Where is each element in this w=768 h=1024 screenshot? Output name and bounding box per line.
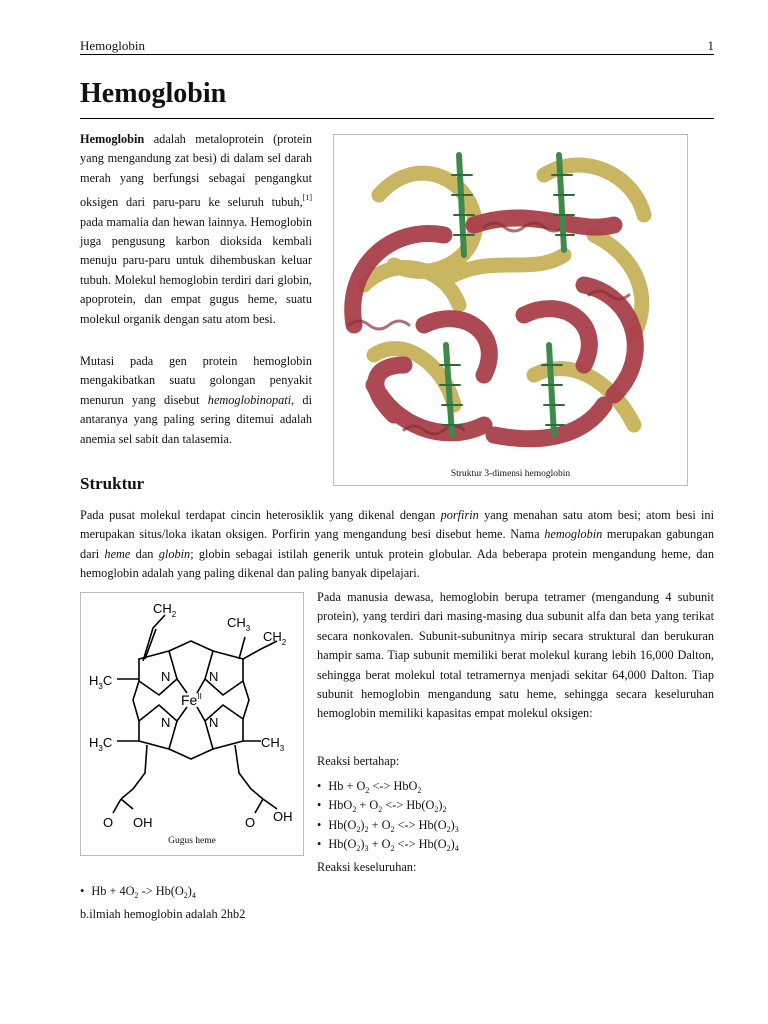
label-methyl-left: $H_3C$	[89, 673, 113, 691]
reaction-step-2: • $HbO_2 + O_2$ <-> $Hb(O_2)_2$	[317, 796, 459, 815]
struktur-term-porfirin: porfirin	[440, 508, 479, 522]
heme-structure-diagram	[81, 593, 303, 831]
intro-text-a: adalah metaloprotein (protein yang mengandung zat besi) di dalam sel darah merah yang berfungsi sebagai pengangkut oksigen dari paru-paru ke seluruh tubuh,	[80, 132, 312, 210]
label-n-2: N	[209, 669, 219, 684]
label-oxygen-left: O	[103, 815, 114, 830]
label-hydroxyl-right: OH	[273, 809, 293, 824]
title-divider	[80, 118, 714, 119]
heme-caption: Gugus heme	[168, 836, 216, 846]
footer-line: b.ilmiah hemoglobin adalah 2hb2	[80, 907, 246, 921]
page-title: Hemoglobin	[80, 78, 227, 109]
intro-paragraph	[80, 130, 312, 329]
heme-figure	[80, 592, 304, 856]
struktur-term-hemoglobin: hemoglobin	[544, 527, 603, 542]
label-n-3: N	[161, 715, 171, 730]
intro-bold-term: Hemoglobin	[80, 132, 145, 146]
label-oxygen-right: O	[245, 815, 256, 830]
running-title: Hemoglobin	[80, 38, 145, 53]
reaction-overall: • $Hb + 4O_2 -> Hb(O_2)_4$	[80, 882, 196, 901]
hemoglobin-3d-image	[334, 135, 687, 455]
reaction-step-4: • $Hb(O_2)_3 + O_2$ <-> $Hb(O_2)_4$	[317, 835, 459, 854]
struktur-text-5: ; globin sebagai istilah generik untuk protein globular. Ada beberapa protein mengandung heme, dan hemoglobin adalah yang paling dikenal dan paling banyak dipelajari.	[80, 546, 714, 581]
struktur-text-1: Pada pusat molekul terdapat cincin heterosiklik yang dikenal dengan	[80, 508, 441, 522]
citation-link[interactable]: [1]	[302, 193, 312, 203]
struktur-text-4: dan	[130, 546, 159, 561]
reaction-step-3: • $Hb(O_2)_2 + O_2$ <-> $Hb(O_2)_3$	[317, 816, 459, 835]
label-methyl-right-lower: $CH_3$	[261, 735, 285, 753]
label-methyl-top: $CH_3$	[227, 615, 251, 633]
adult-hemoglobin-paragraph: Pada manusia dewasa, hemoglobin berupa tetramer (mengandung 4 subunit protein), yang terdiri dari masing-masing dua subunit alfa dan beta yang terikat secara nonkovalen. Subunit-subunitnya mirip secara struktural dan berukuran hampir sama. Tiap subunit memiliki berat molekul kurang lebih 16,000 Dalton, sehingga berat molekul total tetramernya menjadi sekitar 64,000 Dalton. Tiap subunit hemoglobin mengandung satu heme, sehingga secara keseluruhan hemoglobin memiliki kapasitas empat molekul oksigen:	[317, 590, 714, 721]
intro-text-b: pada mamalia dan hewan lainnya. Hemoglobin juga pengusung karbon dioksida kembali menuju paru-paru untuk dihembuskan keluar tubuh. Molekul hemoglobin terdiri dari globin, apoprotein, dan empat gugus heme, suatu molekul organik dengan satu atom besi.	[80, 214, 312, 326]
overall-reaction-list	[80, 882, 196, 901]
mutation-term: hemoglobinopati	[207, 392, 292, 407]
label-vinyl-top: $CH_2$	[153, 601, 177, 619]
hemoglobin-3d-figure	[333, 134, 688, 486]
label-iron: $Fe^{II}$	[181, 692, 202, 708]
struktur-term-heme: heme	[104, 546, 131, 561]
page-number: 1	[707, 38, 714, 53]
mutation-text-a: Mutasi pada gen protein hemoglobin mengakibatkan suatu golongan penyakit menurun yang disebut	[80, 354, 312, 407]
mutation-paragraph	[80, 352, 312, 449]
struktur-text-3: merupakan gabungan dari	[80, 527, 714, 561]
struktur-text-2: yang menahan satu atom besi; atom besi ini merupakan situs/loka ikatan oksigen. Porfirin yang mengandung besi disebut heme. Nama	[80, 508, 714, 542]
stepwise-label: Reaksi bertahap:	[317, 754, 400, 768]
label-n-4: N	[209, 715, 219, 730]
section-heading-struktur: Struktur	[80, 474, 145, 493]
struktur-paragraph	[80, 506, 714, 584]
label-n-1: N	[161, 669, 171, 684]
label-vinyl-right: $CH_2$	[263, 629, 287, 647]
running-header	[80, 38, 714, 55]
overall-label: Reaksi keseluruhan:	[317, 860, 417, 874]
figure-caption: Struktur 3-dimensi hemoglobin	[450, 469, 571, 479]
stepwise-reaction-list	[317, 777, 459, 855]
mutation-text-b: , di antaranya yang paling sering ditemui adalah anemia sel sabit dan talasemia.	[80, 392, 312, 446]
label-methyl-left-lower: $H_3C$	[89, 735, 113, 753]
struktur-term-globin: globin	[158, 546, 191, 561]
reaction-step-1: • $Hb + O_2$ <-> HbO$_2$	[317, 777, 459, 796]
label-hydroxyl-left: OH	[133, 815, 153, 830]
